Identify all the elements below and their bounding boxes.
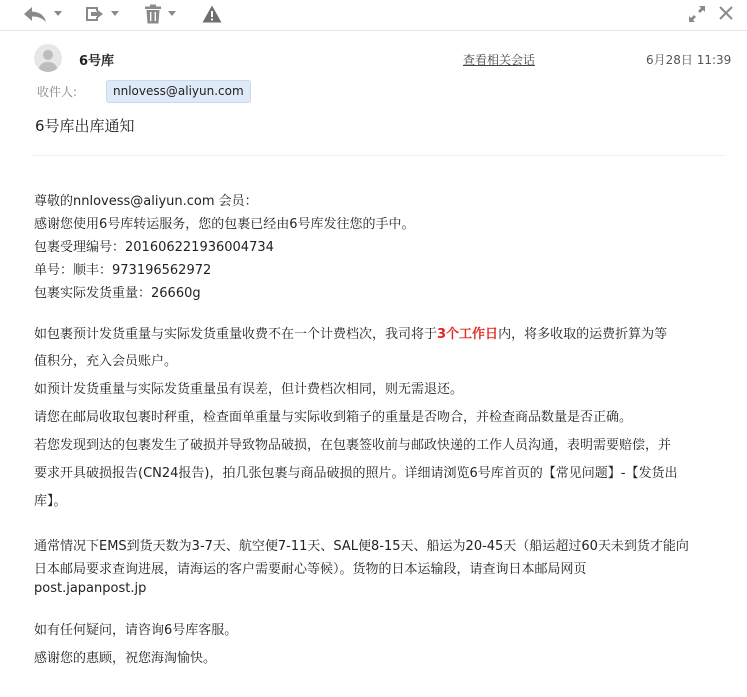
email-date: 6月28日 11:39: [646, 53, 732, 67]
warning-icon: [202, 5, 222, 23]
move-button[interactable]: [85, 4, 119, 24]
refund-paragraph-line: [34, 323, 667, 342]
chevron-down-icon: [168, 11, 176, 17]
report-spam-button[interactable]: [202, 4, 222, 24]
trash-icon: [144, 4, 162, 24]
refund-text-start: 如包裹预计发货重量与实际发货重量收费不在一个计费档次，我司将于: [34, 327, 438, 342]
shipping-time-line-1: 通常情况下EMS到货天数为3-7天、航空便7-11天、SAL便8-15天、船运为20-45天（船运超过60天未到货才能向: [34, 539, 689, 554]
view-conversation-link[interactable]: 查看相关会话: [463, 53, 536, 67]
header-divider: [31, 155, 725, 156]
thanks-line: 感谢您使用6号库转运服务，您的包裹已经由6号库发往您的手中。: [34, 217, 415, 232]
move-to-folder-icon: [85, 5, 105, 23]
email-subject: 6号库出库通知: [35, 117, 135, 135]
chevron-down-icon: [54, 11, 62, 17]
reply-icon: [22, 5, 48, 23]
damage-paragraph-line-3: 库】。: [34, 494, 67, 509]
delete-button[interactable]: [144, 4, 176, 24]
chevron-down-icon: [111, 11, 119, 17]
expand-button[interactable]: [688, 5, 706, 27]
close-button[interactable]: [718, 5, 734, 25]
receipt-number-line: 包裹受理编号：201606221936004734: [34, 240, 274, 255]
contact-line: 如有任何疑问，请咨询6号库客服。: [34, 623, 238, 638]
highlight-business-days: 3个工作日: [437, 327, 499, 342]
refund-paragraph-line-2: 值积分，充入会员账户。: [34, 354, 178, 369]
shipping-time-line-2: 日本邮局要求查询进展，请海运的客户需要耐心等候）。货物的日本运输段，请查询日本邮局网页: [34, 562, 587, 577]
tracking-number-line: 单号：顺丰：973196562972: [34, 263, 212, 278]
recipient-label: 收件人:: [37, 85, 78, 99]
close-icon: [718, 6, 734, 25]
weight-line: 包裹实际发货重量：26660g: [34, 286, 201, 301]
weigh-check-line: 请您在邮局收取包裹时秤重，检查面单重量与实际收到箱子的重量是否吻合，并检查商品数量是否正确。: [34, 410, 633, 425]
no-refund-line: 如预计发货重量与实际发货重量虽有误差，但计费档次相同，则无需退还。: [34, 382, 464, 397]
damage-paragraph-line-2: 要求开具破损报告(CN24报告)，拍几张包裹与商品破损的照片。详细请浏览6号库首页的【常见问题】-【发货出: [34, 466, 678, 481]
damage-paragraph-line-1: 若您发现到达的包裹发生了破损并导致物品破损，在包裹签收前与邮政快递的工作人员沟通，表明需要赔偿，并: [34, 438, 672, 453]
greeting-line: 尊敬的nnlovess@aliyun.com 会员：: [34, 194, 258, 209]
reply-button[interactable]: [22, 4, 62, 24]
avatar: [34, 44, 62, 72]
expand-icon: [688, 8, 706, 27]
refund-text-end: 内，将多收取的运费折算为等: [498, 327, 668, 342]
closing-line: 感谢您的惠顾，祝您海淘愉快。: [34, 651, 217, 666]
japanpost-url: post.japanpost.jp: [34, 581, 147, 596]
recipient-chip[interactable]: nnlovess@aliyun.com: [106, 80, 251, 103]
sender-name[interactable]: 6号库: [79, 54, 115, 69]
toolbar: [0, 0, 747, 31]
